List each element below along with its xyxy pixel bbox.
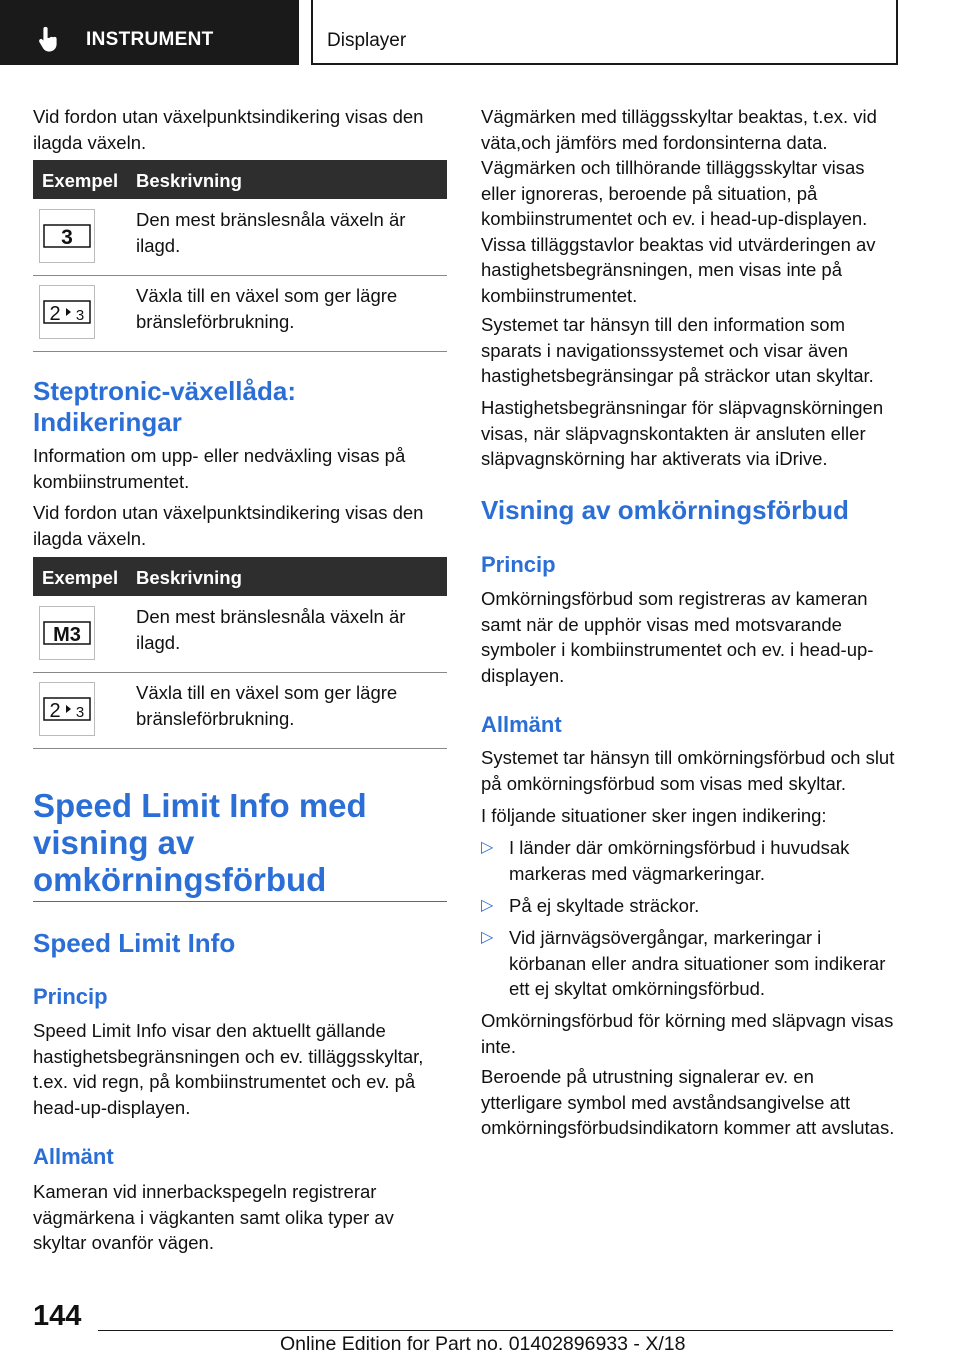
gear-shift-display-icon <box>39 285 95 339</box>
sli-heading: Speed Limit Info <box>33 928 236 958</box>
manual-gear-display-icon <box>39 606 95 660</box>
svg-text:3: 3 <box>75 307 85 324</box>
footer-rule <box>98 1330 893 1331</box>
table-row <box>33 199 447 276</box>
triangle-bullet-icon: ▷ <box>481 839 494 856</box>
allmant-paragraph: Kameran vid innerbackspegeln registrerar vägmärkena i vägkanten samt olika typer av skyltar ovanför vägen. <box>33 1181 394 1253</box>
steptronic-heading: Steptronic-växellåda: Indikeringar <box>33 376 296 437</box>
table-header <box>33 160 447 199</box>
svg-text:2: 2 <box>49 700 61 722</box>
gear-glyph: M3 <box>53 624 81 646</box>
heading-rule <box>33 901 447 902</box>
column-header-example: Exempel <box>42 170 119 191</box>
table-cell-description: Växla till en växel som ger lägre bränsleförbrukning. <box>136 682 398 729</box>
table-row <box>33 672 447 749</box>
allmant-paragraph-right: Systemet tar hänsyn till omkörningsförbud och slut på omkörningsförbud som visas med skyltar. <box>481 747 895 794</box>
gear-glyph: 3 <box>61 226 73 249</box>
triangle-bullet-icon: ▷ <box>481 897 494 914</box>
column-header-example: Exempel <box>42 567 119 588</box>
section-label: INSTRUMENT <box>86 29 214 50</box>
princip-heading-right: Princip <box>481 552 556 577</box>
intro-paragraph: Vid fordon utan växelpunktsindikering visas den ilagda växeln. <box>33 106 424 153</box>
svg-text:3: 3 <box>75 704 85 721</box>
steptronic-paragraph-1: Information om upp- eller nedväxling visas på kombiinstrumentet. <box>33 445 406 492</box>
page-topic: Displayer <box>327 30 407 51</box>
allmant-heading-right: Allmänt <box>481 712 562 737</box>
trailer-paragraph: Omkörningsförbud för körning med släpvagn visas inte. <box>481 1010 894 1057</box>
gear-shift-display-icon <box>39 682 95 736</box>
allmant-heading: Allmänt <box>33 1144 114 1169</box>
gear-table-1 <box>33 160 447 352</box>
right-paragraph-2: Systemet tar hänsyn till den information som sparats i navigationssystemet och visar även hastighetsbegränsingar på sträckor utan skyltar. <box>481 314 874 386</box>
table-cell-description: Den mest bränslesnåla växeln är ilagd. <box>136 606 406 653</box>
steptronic-paragraph-2: Vid fordon utan växelpunktsindikering visas den ilagda växeln. <box>33 502 424 549</box>
princip-heading: Princip <box>33 984 108 1009</box>
table-row <box>33 596 447 673</box>
gear-display-icon <box>39 209 95 263</box>
princip-paragraph-right: Omkörningsförbud som registreras av kameran samt när de upphör visas med motsvarande symboler i kombiinstrumentet och ev. i head-up-displayen. <box>481 588 874 686</box>
no-indication-intro: I följande situationer sker ingen indikering: <box>481 805 827 826</box>
svg-text:2: 2 <box>49 303 61 325</box>
topic-box <box>311 0 898 65</box>
hand-pointer-icon <box>38 26 64 52</box>
visning-heading: Visning av omkörningsförbud <box>481 495 849 525</box>
edition-footer: Online Edition for Part no. 01402896933 - X/18 <box>280 1333 686 1355</box>
page-number: 144 <box>33 1300 82 1332</box>
section-tab <box>0 0 299 65</box>
table-cell-description: Växla till en växel som ger lägre bränsleförbrukning. <box>136 285 398 332</box>
table-header <box>33 557 447 596</box>
princip-paragraph: Speed Limit Info visar den aktuellt gällande hastighetsbegränsningen och ev. tilläggsskyltar, t.ex. vid regn, på kombiinstrumentet och ev. på head-up-displayen. <box>33 1020 424 1118</box>
right-paragraph-3: Hastighetsbegränsningar för släpvagnskörningen visas, när släpvagnskontakten är ansluten eller släpvagnskörning har aktiverats via iDrive. <box>481 397 884 469</box>
main-section-heading: Speed Limit Info med visning av omkörningsförbud <box>33 787 367 898</box>
right-paragraph-1: Vägmärken med tilläggsskyltar beaktas, t.ex. vid väta,och jämförs med fordonsinterna data. Vägmärken och tillhörande tilläggsskyltar visas eller ignoreras, beroende på situation, på kombiinstrumentet och ev. i head-up-displayen. Vissa tilläggstavlor beaktas vid utvärderingen av hastighetsbegränsningen, men visas inte på kombiinstrumentet. <box>481 106 877 306</box>
equipment-paragraph: Beroende på utrustning signalerar ev. en ytterligare symbol med avståndsangivelse att omkörningsförbudsindikatorn kommer att avslutas. <box>481 1066 895 1138</box>
column-header-description: Beskrivning <box>136 567 242 588</box>
table-cell-description: Den mest bränslesnåla växeln är ilagd. <box>136 209 406 256</box>
table-row <box>33 275 447 352</box>
gear-table-2 <box>33 557 447 749</box>
column-header-description: Beskrivning <box>136 170 242 191</box>
triangle-bullet-icon: ▷ <box>481 929 494 946</box>
